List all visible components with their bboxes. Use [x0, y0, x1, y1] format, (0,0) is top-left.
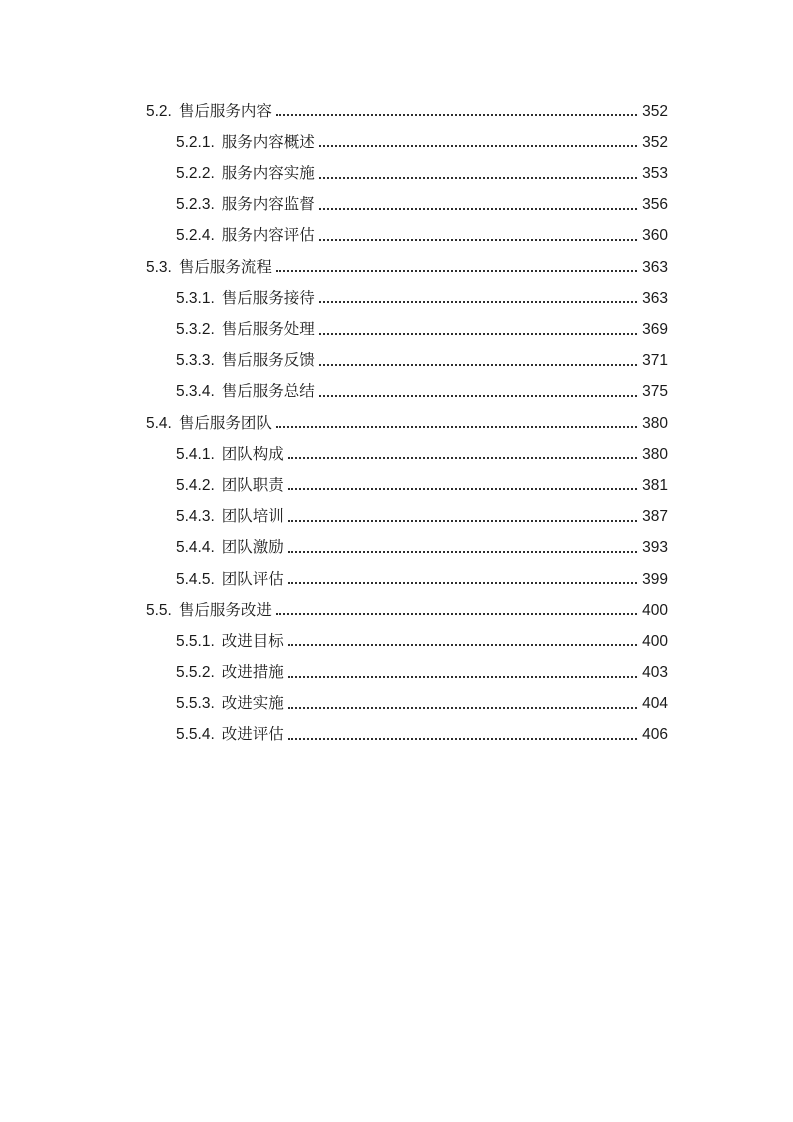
toc-entry[interactable]	[146, 720, 668, 751]
toc-entry-page: 363	[642, 289, 668, 307]
dotted-leader	[288, 457, 637, 459]
toc-entry-number: 5.5.1.	[176, 632, 215, 650]
toc-entry[interactable]	[146, 221, 668, 252]
toc-entry[interactable]	[146, 595, 668, 626]
toc-entry-title: 团队职责	[221, 476, 284, 494]
toc-entry-page: 400	[642, 601, 668, 619]
toc-entry-title: 服务内容概述	[221, 133, 315, 151]
toc-entry-title: 改进评估	[221, 726, 284, 744]
toc-entry-page: 363	[642, 258, 668, 276]
toc-entry-number: 5.4.3.	[176, 508, 215, 526]
toc-entry-title: 团队培训	[221, 508, 284, 526]
dotted-leader	[288, 520, 637, 522]
toc-entry-page: 380	[642, 445, 668, 463]
toc-entry-page: 356	[642, 196, 668, 214]
toc-entry-title: 改进实施	[221, 695, 284, 713]
toc-entry-number: 5.5.4.	[176, 726, 215, 744]
toc-entry-page: 406	[642, 726, 668, 744]
toc-entry-number: 5.2.3.	[176, 196, 215, 214]
toc-entry-page: 380	[642, 414, 668, 432]
toc-entry[interactable]	[146, 564, 668, 595]
toc-entry-title: 团队构成	[221, 445, 284, 463]
toc-entry-number: 5.2.	[146, 102, 172, 120]
toc-entry[interactable]	[146, 533, 668, 564]
toc-entry-number: 5.2.2.	[176, 165, 215, 183]
dotted-leader	[276, 270, 637, 272]
toc-entry-number: 5.3.3.	[176, 352, 215, 370]
toc-entry-number: 5.3.	[146, 258, 172, 276]
dotted-leader	[276, 426, 637, 428]
toc-entry-number: 5.3.2.	[176, 321, 215, 338]
dotted-leader	[288, 707, 637, 709]
toc-entry-title: 售后服务改进	[178, 601, 272, 619]
dotted-leader	[319, 395, 637, 397]
toc-entry-number: 5.2.1.	[176, 133, 215, 151]
toc-entry[interactable]	[146, 439, 668, 470]
toc-entry-page: 393	[642, 539, 668, 557]
dotted-leader	[319, 208, 637, 210]
toc-entry-number: 5.5.2.	[176, 664, 215, 682]
toc-entry[interactable]	[146, 626, 668, 657]
toc-entry[interactable]	[146, 346, 668, 377]
dotted-leader	[276, 613, 637, 615]
toc-entry-title: 团队评估	[221, 570, 284, 588]
dotted-leader	[319, 333, 637, 335]
toc-entry[interactable]	[146, 657, 668, 688]
toc-entry-title: 售后服务反馈	[221, 352, 315, 370]
dotted-leader	[319, 239, 637, 241]
toc-entry[interactable]	[146, 127, 668, 158]
toc-entry[interactable]	[146, 283, 668, 314]
toc-entry-title: 改进目标	[221, 632, 284, 650]
toc-entry-title: 售后服务流程	[178, 258, 272, 276]
toc-entry-title: 售后服务内容	[178, 102, 272, 120]
dotted-leader	[288, 551, 637, 553]
toc-entry-title: 服务内容监督	[221, 196, 315, 214]
toc-entry-number: 5.2.4.	[176, 227, 215, 245]
toc-entry-title: 服务内容实施	[221, 165, 315, 183]
dotted-leader	[319, 177, 637, 179]
toc-entry-title: 售后服务接待	[221, 289, 315, 307]
toc-entry-page: 404	[642, 695, 668, 713]
dotted-leader	[288, 488, 637, 490]
toc-entry-number: 5.4.2.	[176, 476, 215, 494]
toc-entry-number: 5.4.	[146, 414, 172, 432]
toc-entry[interactable]	[146, 96, 668, 127]
toc-entry-page: 387	[642, 508, 668, 526]
toc-entry-page: 375	[642, 383, 668, 401]
toc-entry-number: 5.4.1.	[176, 445, 215, 463]
toc-entry[interactable]	[146, 190, 668, 221]
toc-entry-page: 353	[642, 165, 668, 183]
toc-entry-page: 360	[642, 227, 668, 245]
toc-entry-title: 改进措施	[221, 664, 284, 682]
toc-entry[interactable]	[146, 408, 668, 439]
toc-entry-number: 5.4.4.	[176, 539, 215, 557]
toc-entry-page: 381	[642, 476, 668, 494]
toc-entry-title: 服务内容评估	[221, 227, 315, 245]
toc-entry-number: 5.5.3.	[176, 695, 215, 713]
toc-entry-title: 团队激励	[221, 539, 284, 557]
toc-entry-page: 369	[642, 321, 668, 338]
toc-entry[interactable]	[146, 470, 668, 501]
dotted-leader	[288, 738, 637, 740]
dotted-leader	[319, 145, 637, 147]
toc-entry[interactable]	[146, 689, 668, 720]
toc-entry-page: 352	[642, 102, 668, 120]
toc-entry-page: 371	[642, 352, 668, 370]
toc-entry[interactable]	[146, 377, 668, 408]
dotted-leader	[288, 676, 637, 678]
toc-entry[interactable]	[146, 501, 668, 532]
table-of-contents	[146, 96, 668, 751]
toc-entry-page: 403	[642, 664, 668, 682]
toc-entry[interactable]	[146, 252, 668, 283]
toc-entry-title: 售后服务总结	[221, 383, 315, 401]
toc-entry-title: 售后服务团队	[178, 414, 272, 432]
toc-entry-page: 352	[642, 133, 668, 151]
dotted-leader	[276, 114, 637, 116]
dotted-leader	[288, 644, 637, 646]
toc-entry-number: 5.5.	[146, 601, 172, 619]
toc-entry-page: 399	[642, 570, 668, 588]
toc-entry-number: 5.4.5.	[176, 570, 215, 588]
toc-entry-number: 5.3.4.	[176, 383, 215, 401]
toc-entry[interactable]	[146, 158, 668, 189]
toc-entry-title: 售后服务处理	[221, 321, 315, 338]
dotted-leader	[288, 582, 637, 584]
toc-entry-number: 5.3.1.	[176, 289, 215, 307]
toc-entry-page: 400	[642, 632, 668, 650]
dotted-leader	[319, 364, 637, 366]
dotted-leader	[319, 301, 637, 303]
toc-entry[interactable]	[146, 314, 668, 345]
